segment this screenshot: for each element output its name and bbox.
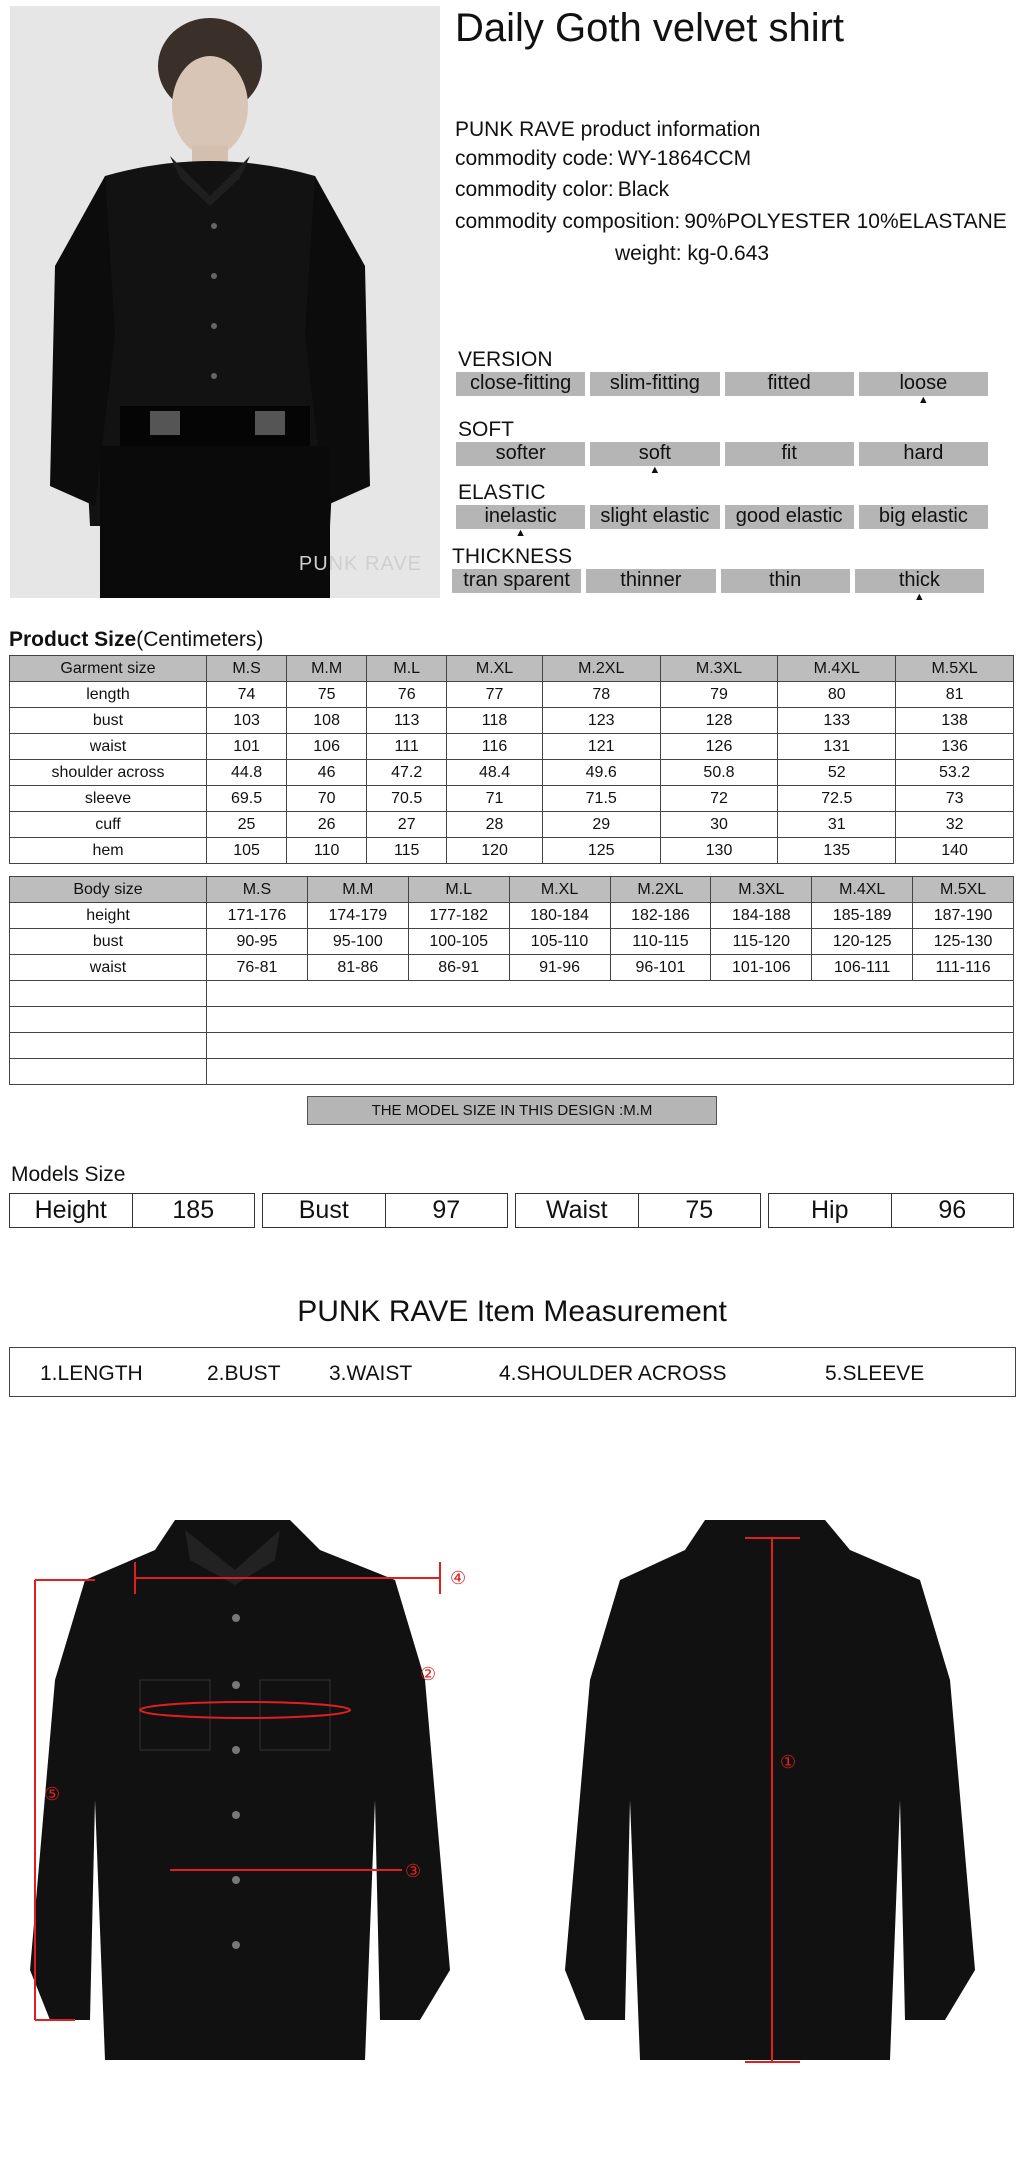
table-cell: 75 xyxy=(287,682,367,708)
table-row xyxy=(10,760,1014,786)
rating-option xyxy=(725,442,854,466)
table-cell xyxy=(207,1059,1014,1085)
models-size-title: Models Size xyxy=(11,1163,126,1186)
selected-marker-icon: ▲ xyxy=(913,591,925,603)
table-cell: 48.4 xyxy=(447,760,543,786)
product-size-unit: (Centimeters) xyxy=(136,628,264,651)
table-cell: 128 xyxy=(660,708,778,734)
rating-option-label: loose xyxy=(899,372,948,394)
table-cell: 136 xyxy=(896,734,1014,760)
table-cell: 52 xyxy=(778,760,896,786)
table-row xyxy=(10,786,1014,812)
commodity-code xyxy=(455,147,751,171)
table-cell: 49.6 xyxy=(542,760,660,786)
rating-option xyxy=(456,442,585,466)
table-cell: 171-176 xyxy=(207,903,308,929)
table-cell xyxy=(10,1059,207,1085)
rating-option xyxy=(725,372,854,396)
table-cell xyxy=(207,1007,1014,1033)
rating-option-label: fit xyxy=(781,442,797,464)
table-cell: 81 xyxy=(896,682,1014,708)
rating-option-label: good elastic xyxy=(735,505,843,527)
table-row xyxy=(10,734,1014,760)
measurement-item-bust: 2.BUST xyxy=(207,1362,281,1385)
table-cell: 120 xyxy=(447,838,543,864)
marker-4: ④ xyxy=(450,1568,467,1589)
rating-option xyxy=(725,505,854,529)
table-cell: sleeve xyxy=(10,786,207,812)
rating-option-label: tran sparent xyxy=(463,569,570,591)
table-cell: 106 xyxy=(287,734,367,760)
rating-label-version: VERSION xyxy=(458,348,553,371)
rating-row-version xyxy=(456,372,988,406)
table-empty-row xyxy=(10,1033,1014,1059)
table-cell: 113 xyxy=(367,708,447,734)
table-cell: 32 xyxy=(896,812,1014,838)
table-cell: 70.5 xyxy=(367,786,447,812)
table-cell: 31 xyxy=(778,812,896,838)
table-cell: 116 xyxy=(447,734,543,760)
rating-option xyxy=(590,372,719,396)
commodity-composition-value: 90%POLYESTER 10%ELASTANE xyxy=(684,210,1007,233)
models-size-label: Hip xyxy=(810,1196,849,1224)
table-cell: 95-100 xyxy=(307,929,408,955)
rating-option xyxy=(590,442,719,476)
rating-option xyxy=(859,505,988,529)
table-cell: 76-81 xyxy=(207,955,308,981)
product-size-title: Product Size xyxy=(9,628,137,651)
rating-option-label: close-fitting xyxy=(470,372,572,394)
commodity-composition xyxy=(455,210,1007,234)
table-cell xyxy=(207,981,1014,1007)
models-size-value: 185 xyxy=(132,1194,255,1227)
table-cell: 79 xyxy=(660,682,778,708)
table-cell: 140 xyxy=(896,838,1014,864)
table-cell xyxy=(10,981,207,1007)
marker-1: ① xyxy=(780,1752,797,1773)
rating-option xyxy=(456,505,585,539)
table-cell: 111 xyxy=(367,734,447,760)
table-row xyxy=(10,812,1014,838)
table-cell: waist xyxy=(10,734,207,760)
table-cell: bust xyxy=(10,929,207,955)
table-cell: 115 xyxy=(367,838,447,864)
table-cell: shoulder across xyxy=(10,760,207,786)
rating-option xyxy=(586,569,715,593)
rating-option xyxy=(859,442,988,466)
table-cell: 70 xyxy=(287,786,367,812)
table-cell: length xyxy=(10,682,207,708)
shirt-front-diagram xyxy=(20,1500,480,2080)
table-cell: 100-105 xyxy=(408,929,509,955)
table-cell: 123 xyxy=(542,708,660,734)
marker-5: ⑤ xyxy=(44,1784,61,1805)
table-row xyxy=(10,929,1014,955)
models-size-label: Height xyxy=(34,1196,107,1224)
table-cell: 135 xyxy=(778,838,896,864)
table-cell: 76 xyxy=(367,682,447,708)
table-cell: 187-190 xyxy=(913,903,1014,929)
rating-option-label: thick xyxy=(898,569,940,591)
table-header-cell: M.S xyxy=(207,877,308,903)
table-cell: 125 xyxy=(542,838,660,864)
rating-option-label: slight elastic xyxy=(600,505,710,527)
table-cell: 44.8 xyxy=(207,760,287,786)
table-cell: 184-188 xyxy=(711,903,812,929)
rating-label-soft: SOFT xyxy=(458,418,514,441)
table-empty-row xyxy=(10,981,1014,1007)
table-cell: 71.5 xyxy=(542,786,660,812)
models-size-hip xyxy=(768,1193,1014,1228)
table-cell: 125-130 xyxy=(913,929,1014,955)
table-cell: 28 xyxy=(447,812,543,838)
rating-option xyxy=(721,569,850,593)
rating-option xyxy=(456,372,585,396)
table-cell: 133 xyxy=(778,708,896,734)
rating-option-label: thin xyxy=(769,569,802,591)
table-cell: bust xyxy=(10,708,207,734)
measurement-item-length: 1.LENGTH xyxy=(40,1362,143,1385)
brand-info: PUNK RAVE product information xyxy=(455,118,761,141)
rating-option-label: inelastic xyxy=(484,505,557,527)
table-cell: 30 xyxy=(660,812,778,838)
table-cell: 46 xyxy=(287,760,367,786)
rating-option xyxy=(859,372,988,406)
commodity-composition-label: commodity composition: xyxy=(455,210,681,233)
table-cell: 105-110 xyxy=(509,929,610,955)
rating-row-elastic xyxy=(456,505,988,539)
table-cell: 78 xyxy=(542,682,660,708)
table-cell: 121 xyxy=(542,734,660,760)
table-cell: 74 xyxy=(207,682,287,708)
table-row xyxy=(10,903,1014,929)
commodity-color-value: Black xyxy=(617,178,670,201)
table-header-cell: M.4XL xyxy=(812,877,913,903)
table-header-cell: M.XL xyxy=(509,877,610,903)
table-cell: 96-101 xyxy=(610,955,711,981)
table-header-row xyxy=(10,877,1014,903)
table-cell xyxy=(10,1033,207,1059)
table-cell: 185-189 xyxy=(812,903,913,929)
commodity-color-label: commodity color: xyxy=(455,178,614,201)
table-cell xyxy=(10,1007,207,1033)
garment-size-table xyxy=(9,655,1014,864)
table-row xyxy=(10,838,1014,864)
rating-label-elastic: ELASTIC xyxy=(458,481,546,504)
models-size-value: 75 xyxy=(638,1194,761,1227)
table-header-cell: M.2XL xyxy=(542,656,660,682)
table-header-cell: M.L xyxy=(408,877,509,903)
table-cell: 86-91 xyxy=(408,955,509,981)
table-cell: 131 xyxy=(778,734,896,760)
product-title: Daily Goth velvet shirt xyxy=(455,6,845,50)
table-cell: 110-115 xyxy=(610,929,711,955)
measurement-title: PUNK RAVE Item Measurement xyxy=(297,1295,727,1328)
table-cell: 47.2 xyxy=(367,760,447,786)
table-header-cell: M.S xyxy=(207,656,287,682)
rating-option xyxy=(452,569,581,593)
table-cell: 77 xyxy=(447,682,543,708)
rating-option xyxy=(590,505,719,529)
rating-option-label: big elastic xyxy=(878,505,968,527)
rating-option xyxy=(855,569,984,603)
table-cell: 120-125 xyxy=(812,929,913,955)
rating-label-thickness: THICKNESS xyxy=(452,545,573,568)
table-cell: 138 xyxy=(896,708,1014,734)
table-cell: 53.2 xyxy=(896,760,1014,786)
table-cell: 180-184 xyxy=(509,903,610,929)
table-cell: 91-96 xyxy=(509,955,610,981)
rating-option-label: soft xyxy=(638,442,671,464)
product-photo xyxy=(10,6,440,598)
table-row xyxy=(10,955,1014,981)
table-cell: 118 xyxy=(447,708,543,734)
table-row xyxy=(10,682,1014,708)
table-cell: 80 xyxy=(778,682,896,708)
rating-option-label: slim-fitting xyxy=(609,372,700,394)
measurement-item-sleeve: 5.SLEEVE xyxy=(825,1362,925,1385)
rating-option-label: hard xyxy=(903,442,944,464)
table-cell: 69.5 xyxy=(207,786,287,812)
table-cell: 115-120 xyxy=(711,929,812,955)
rating-option-label: softer xyxy=(495,442,546,464)
table-header-cell: M.5XL xyxy=(896,656,1014,682)
selected-marker-icon: ▲ xyxy=(515,527,527,539)
rating-row-thickness xyxy=(452,569,984,603)
table-cell: 110 xyxy=(287,838,367,864)
table-cell: 103 xyxy=(207,708,287,734)
table-header-cell: M.XL xyxy=(447,656,543,682)
rating-option-label: thinner xyxy=(620,569,682,591)
commodity-code-value: WY-1864CCM xyxy=(617,147,752,170)
table-header-cell: Garment size xyxy=(10,656,207,682)
table-cell: 182-186 xyxy=(610,903,711,929)
rating-row-soft xyxy=(456,442,988,476)
table-cell: 72 xyxy=(660,786,778,812)
models-size-value: 96 xyxy=(891,1194,1014,1227)
model-size-banner: THE MODEL SIZE IN THIS DESIGN :M.M xyxy=(307,1096,717,1125)
table-header-cell: M.3XL xyxy=(711,877,812,903)
table-cell: 73 xyxy=(896,786,1014,812)
measurement-item-shoulder: 4.SHOULDER ACROSS xyxy=(499,1362,727,1385)
table-cell: 29 xyxy=(542,812,660,838)
rating-option-label: fitted xyxy=(767,372,811,394)
measurement-item-waist: 3.WAIST xyxy=(329,1362,413,1385)
product-weight: weight: kg-0.643 xyxy=(615,242,770,265)
table-header-cell: M.2XL xyxy=(610,877,711,903)
selected-marker-icon: ▲ xyxy=(649,464,661,476)
models-size-bust xyxy=(262,1193,508,1228)
table-cell: 27 xyxy=(367,812,447,838)
table-cell: 174-179 xyxy=(307,903,408,929)
table-cell: 108 xyxy=(287,708,367,734)
table-cell xyxy=(207,1033,1014,1059)
model-figure xyxy=(10,6,440,598)
selected-marker-icon: ▲ xyxy=(917,394,929,406)
table-cell: 101-106 xyxy=(711,955,812,981)
table-cell: 111-116 xyxy=(913,955,1014,981)
table-empty-row xyxy=(10,1059,1014,1085)
table-header-cell: M.M xyxy=(287,656,367,682)
table-cell: 130 xyxy=(660,838,778,864)
table-cell: 72.5 xyxy=(778,786,896,812)
table-cell: cuff xyxy=(10,812,207,838)
shirt-back-diagram xyxy=(560,1500,1000,2080)
table-header-cell: Body size xyxy=(10,877,207,903)
table-cell: 101 xyxy=(207,734,287,760)
table-header-cell: M.4XL xyxy=(778,656,896,682)
table-header-cell: M.L xyxy=(367,656,447,682)
table-cell: 71 xyxy=(447,786,543,812)
table-cell: 26 xyxy=(287,812,367,838)
table-cell: 50.8 xyxy=(660,760,778,786)
table-cell: hem xyxy=(10,838,207,864)
models-size-waist xyxy=(515,1193,761,1228)
marker-3: ③ xyxy=(405,1861,422,1882)
table-row xyxy=(10,708,1014,734)
body-size-table xyxy=(9,876,1014,1085)
commodity-color xyxy=(455,178,669,202)
table-cell: 126 xyxy=(660,734,778,760)
commodity-code-label: commodity code: xyxy=(455,147,614,170)
photo-watermark: PUNK RAVE xyxy=(298,553,422,575)
marker-2: ② xyxy=(420,1664,437,1685)
table-empty-row xyxy=(10,1007,1014,1033)
table-header-cell: M.3XL xyxy=(660,656,778,682)
table-cell: 90-95 xyxy=(207,929,308,955)
table-cell: height xyxy=(10,903,207,929)
table-header-row xyxy=(10,656,1014,682)
table-cell: 25 xyxy=(207,812,287,838)
table-cell: 177-182 xyxy=(408,903,509,929)
product-size-heading xyxy=(9,628,263,652)
table-cell: 106-111 xyxy=(812,955,913,981)
models-size-value: 97 xyxy=(385,1194,508,1227)
table-cell: 105 xyxy=(207,838,287,864)
models-size-label: Bust xyxy=(298,1196,349,1224)
table-header-cell: M.5XL xyxy=(913,877,1014,903)
models-size-height xyxy=(9,1193,255,1228)
table-cell: waist xyxy=(10,955,207,981)
table-cell: 81-86 xyxy=(307,955,408,981)
models-size-label: Waist xyxy=(545,1196,608,1224)
table-header-cell: M.M xyxy=(307,877,408,903)
